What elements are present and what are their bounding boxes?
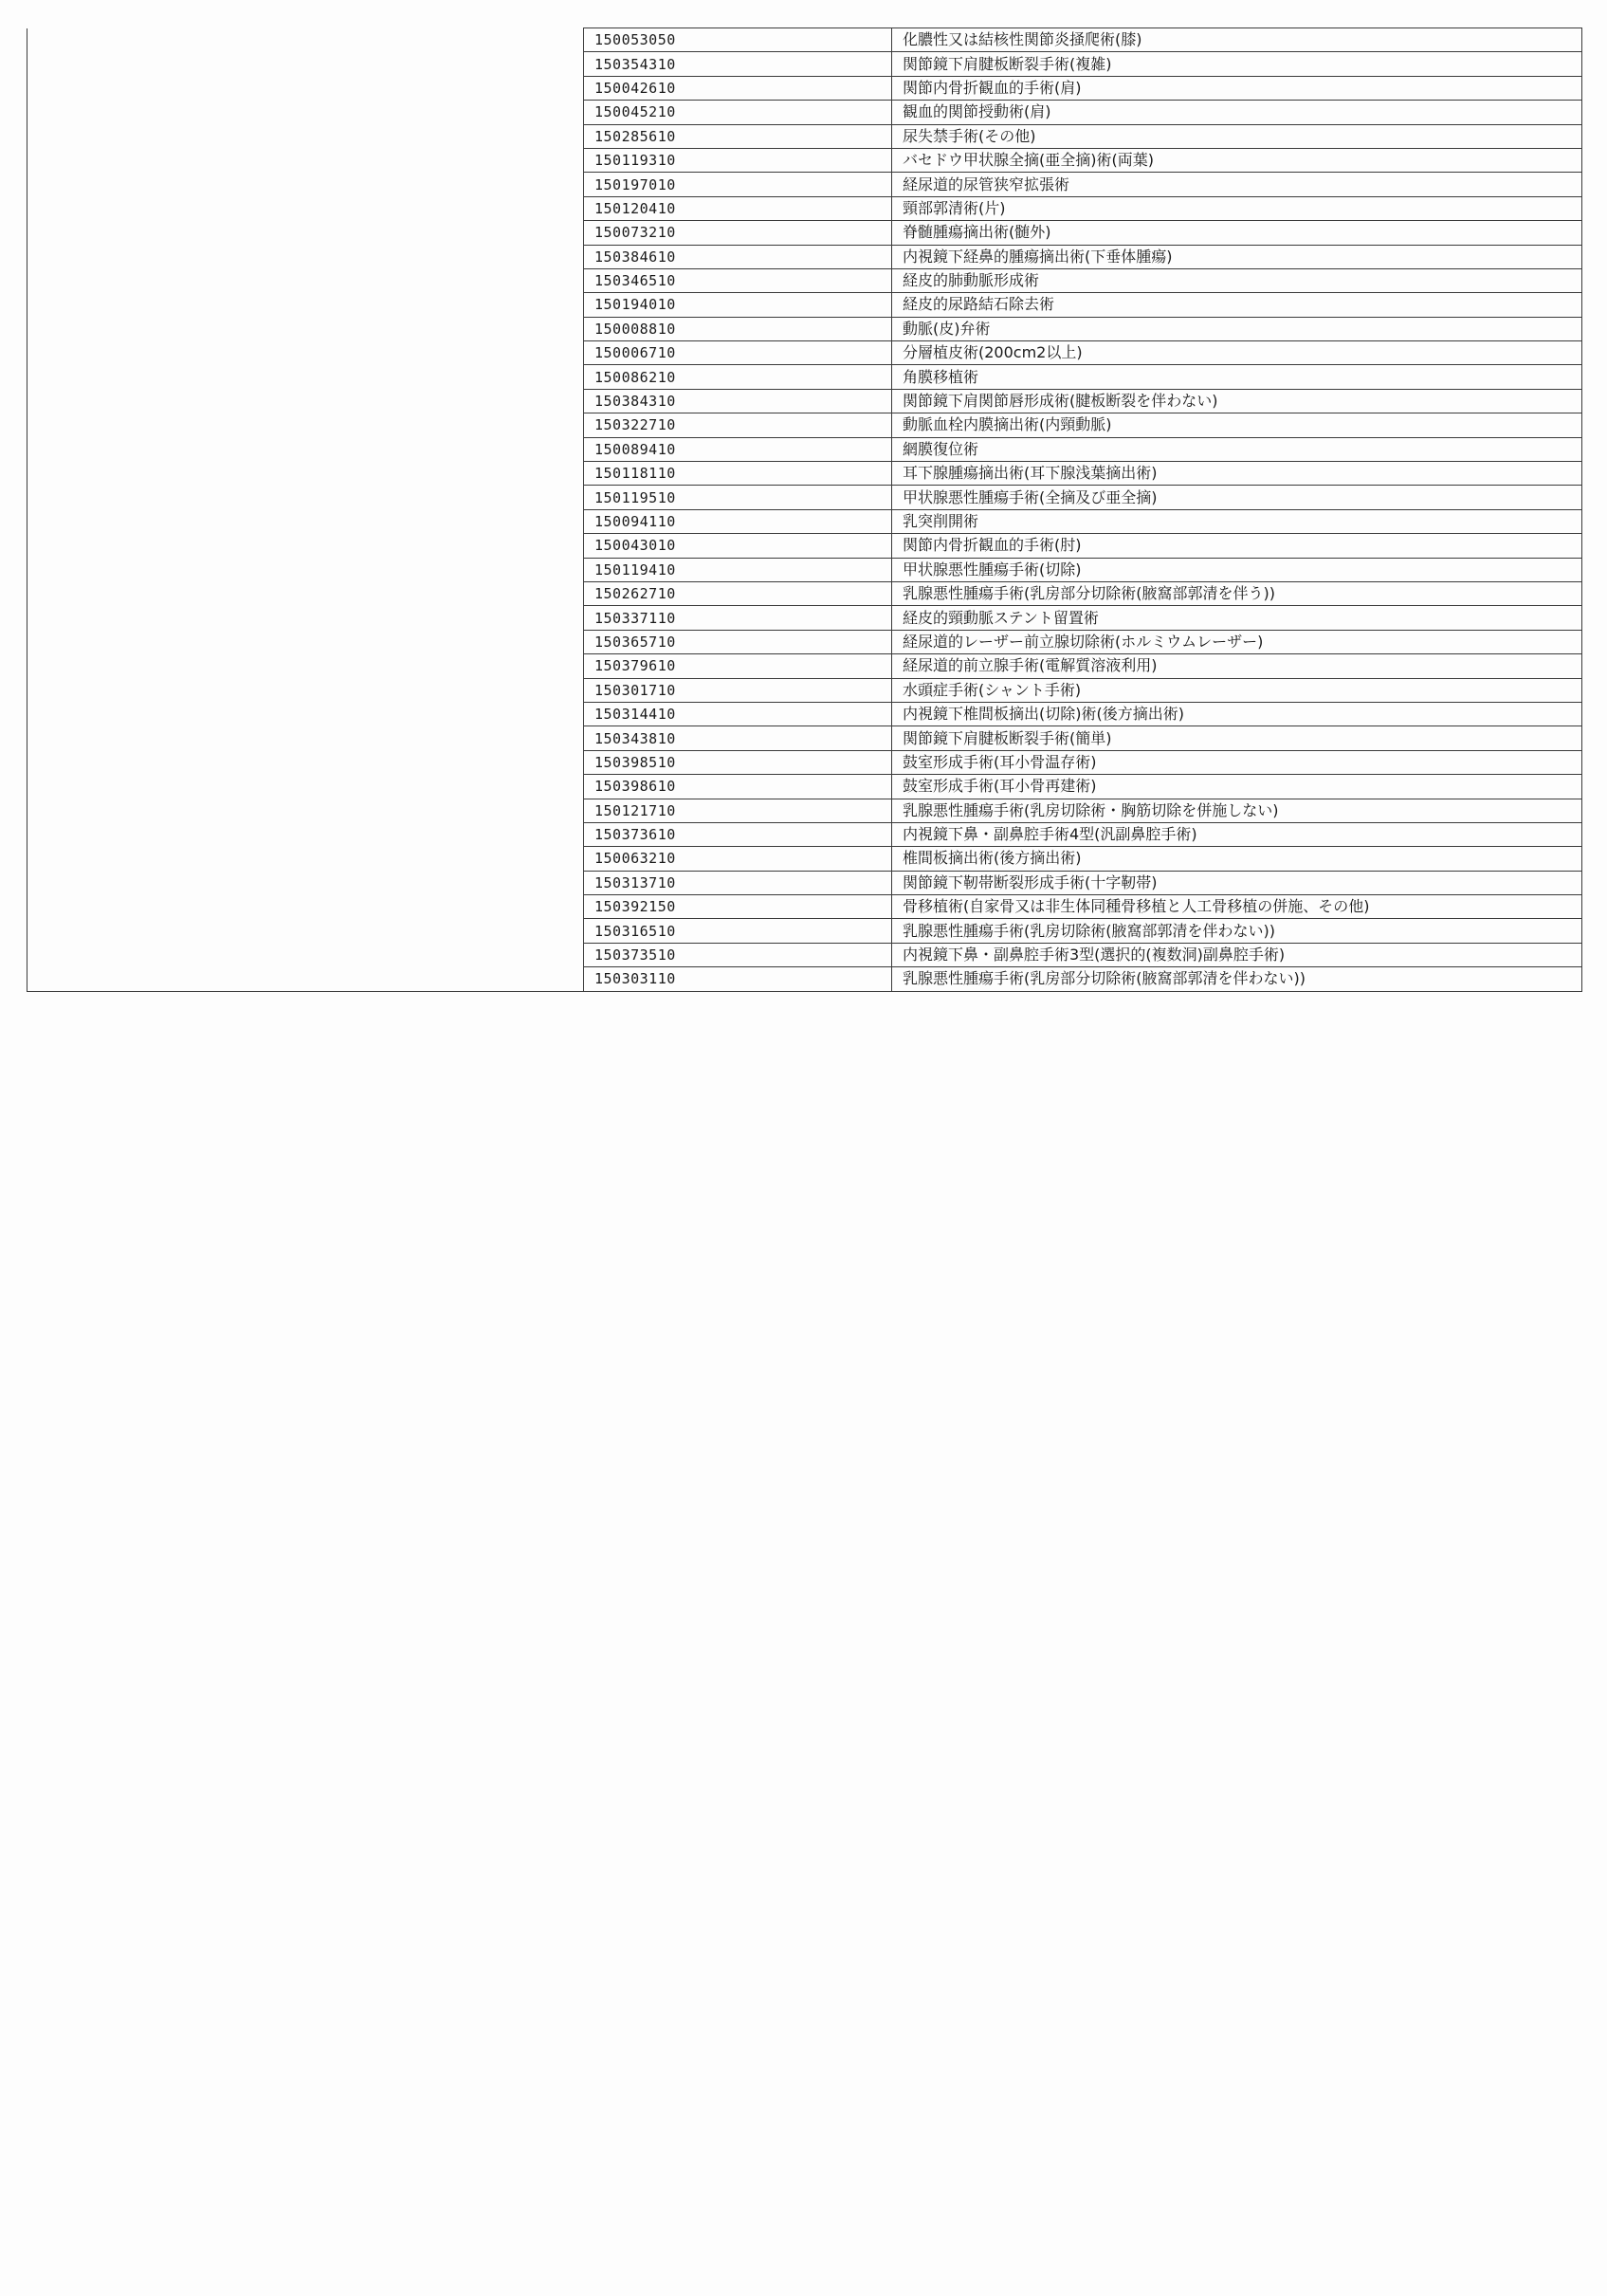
procedure-name-cell: 鼓室形成手術(耳小骨再建術) xyxy=(892,775,1582,799)
procedure-code-cell: 150392150 xyxy=(584,895,892,919)
procedure-code-table xyxy=(27,28,1582,992)
procedure-code-cell: 150301710 xyxy=(584,678,892,702)
procedure-name-cell: 経皮的肺動脈形成術 xyxy=(892,268,1582,292)
procedure-code-cell: 150094110 xyxy=(584,509,892,533)
procedure-name-cell: 脊髄腫瘍摘出術(髄外) xyxy=(892,221,1582,245)
procedure-name-cell: 経尿道的前立腺手術(電解質溶液利用) xyxy=(892,654,1582,678)
procedure-name-cell: 経皮的頸動脈ステント留置術 xyxy=(892,606,1582,630)
procedure-name-cell: 関節内骨折観血的手術(肩) xyxy=(892,76,1582,100)
procedure-code-cell: 150008810 xyxy=(584,317,892,340)
procedure-code-cell: 150373510 xyxy=(584,943,892,966)
procedure-name-cell: 化膿性又は結核性関節炎掻爬術(膝) xyxy=(892,28,1582,52)
table-row xyxy=(27,28,1582,52)
procedure-name-cell: 頸部郭清術(片) xyxy=(892,196,1582,220)
procedure-code-cell: 150303110 xyxy=(584,967,892,991)
procedure-code-cell: 150346510 xyxy=(584,268,892,292)
procedure-code-cell: 150343810 xyxy=(584,726,892,750)
procedure-code-cell: 150086210 xyxy=(584,365,892,389)
procedure-code-cell: 150194010 xyxy=(584,293,892,317)
procedure-name-cell: 椎間板摘出術(後方摘出術) xyxy=(892,847,1582,871)
procedure-code-cell: 150365710 xyxy=(584,630,892,653)
procedure-code-cell: 150119410 xyxy=(584,558,892,581)
procedure-name-cell: 関節内骨折観血的手術(肘) xyxy=(892,534,1582,558)
procedure-code-cell: 150120410 xyxy=(584,196,892,220)
procedure-name-cell: 分層植皮術(200cm2以上) xyxy=(892,341,1582,365)
procedure-code-cell: 150053050 xyxy=(584,28,892,52)
procedure-name-cell: 内視鏡下経鼻的腫瘍摘出術(下垂体腫瘍) xyxy=(892,245,1582,268)
procedure-name-cell: 乳腺悪性腫瘍手術(乳房部分切除術(腋窩部郭清を伴う)) xyxy=(892,581,1582,605)
procedure-name-cell: 内視鏡下鼻・副鼻腔手術3型(選択的(複数洞)副鼻腔手術) xyxy=(892,943,1582,966)
procedure-name-cell: 関節鏡下肩腱板断裂手術(複雑) xyxy=(892,52,1582,76)
procedure-name-cell: 水頭症手術(シャント手術) xyxy=(892,678,1582,702)
procedure-name-cell: バセドウ甲状腺全摘(亜全摘)術(両葉) xyxy=(892,148,1582,172)
procedure-code-cell: 150354310 xyxy=(584,52,892,76)
procedure-name-cell: 乳腺悪性腫瘍手術(乳房切除術・胸筋切除を併施しない) xyxy=(892,799,1582,822)
procedure-code-cell: 150045210 xyxy=(584,101,892,124)
procedure-code-cell: 150063210 xyxy=(584,847,892,871)
procedure-name-cell: 関節鏡下肩関節唇形成術(腱板断裂を伴わない) xyxy=(892,389,1582,413)
procedure-code-cell: 150379610 xyxy=(584,654,892,678)
procedure-name-cell: 関節鏡下靭帯断裂形成手術(十字靭帯) xyxy=(892,871,1582,894)
procedure-name-cell: 耳下腺腫瘍摘出術(耳下腺浅葉摘出術) xyxy=(892,462,1582,486)
procedure-code-cell: 150119510 xyxy=(584,486,892,509)
procedure-name-cell: 乳突削開術 xyxy=(892,509,1582,533)
procedure-code-cell: 150119310 xyxy=(584,148,892,172)
procedure-code-cell: 150262710 xyxy=(584,581,892,605)
procedure-name-cell: 鼓室形成手術(耳小骨温存術) xyxy=(892,750,1582,774)
procedure-name-cell: 関節鏡下肩腱板断裂手術(簡単) xyxy=(892,726,1582,750)
procedure-code-cell: 150073210 xyxy=(584,221,892,245)
procedure-code-cell: 150089410 xyxy=(584,437,892,461)
procedure-code-cell: 150042610 xyxy=(584,76,892,100)
procedure-code-cell: 150384610 xyxy=(584,245,892,268)
procedure-code-cell: 150373610 xyxy=(584,822,892,846)
procedure-name-cell: 経尿道的レーザー前立腺切除術(ホルミウムレーザー) xyxy=(892,630,1582,653)
procedure-name-cell: 経皮的尿路結石除去術 xyxy=(892,293,1582,317)
table-body xyxy=(27,28,1582,992)
procedure-name-cell: 乳腺悪性腫瘍手術(乳房部分切除術(腋窩部郭清を伴わない)) xyxy=(892,967,1582,991)
procedure-name-cell: 動脈(皮)弁術 xyxy=(892,317,1582,340)
procedure-code-cell: 150006710 xyxy=(584,341,892,365)
procedure-name-cell: 尿失禁手術(その他) xyxy=(892,124,1582,148)
procedure-code-cell: 150313710 xyxy=(584,871,892,894)
procedure-code-cell: 150384310 xyxy=(584,389,892,413)
procedure-name-cell: 観血的関節授動術(肩) xyxy=(892,101,1582,124)
procedure-code-cell: 150121710 xyxy=(584,799,892,822)
blank-category-cell xyxy=(27,28,584,992)
procedure-name-cell: 甲状腺悪性腫瘍手術(全摘及び亜全摘) xyxy=(892,486,1582,509)
procedure-code-cell: 150197010 xyxy=(584,173,892,196)
procedure-code-cell: 150314410 xyxy=(584,702,892,726)
procedure-code-cell: 150043010 xyxy=(584,534,892,558)
procedure-code-cell: 150337110 xyxy=(584,606,892,630)
procedure-code-cell: 150316510 xyxy=(584,919,892,943)
procedure-code-cell: 150398510 xyxy=(584,750,892,774)
procedure-code-cell: 150118110 xyxy=(584,462,892,486)
procedure-name-cell: 甲状腺悪性腫瘍手術(切除) xyxy=(892,558,1582,581)
procedure-code-cell: 150322710 xyxy=(584,413,892,437)
procedure-name-cell: 動脈血栓内膜摘出術(内頸動脈) xyxy=(892,413,1582,437)
procedure-name-cell: 骨移植術(自家骨又は非生体同種骨移植と人工骨移植の併施、その他) xyxy=(892,895,1582,919)
procedure-code-cell: 150285610 xyxy=(584,124,892,148)
procedure-name-cell: 内視鏡下椎間板摘出(切除)術(後方摘出術) xyxy=(892,702,1582,726)
procedure-code-cell: 150398610 xyxy=(584,775,892,799)
procedure-name-cell: 網膜復位術 xyxy=(892,437,1582,461)
procedure-name-cell: 経尿道的尿管狭窄拡張術 xyxy=(892,173,1582,196)
procedure-name-cell: 角膜移植術 xyxy=(892,365,1582,389)
procedure-name-cell: 内視鏡下鼻・副鼻腔手術4型(汎副鼻腔手術) xyxy=(892,822,1582,846)
procedure-name-cell: 乳腺悪性腫瘍手術(乳房切除術(腋窩部郭清を伴わない)) xyxy=(892,919,1582,943)
